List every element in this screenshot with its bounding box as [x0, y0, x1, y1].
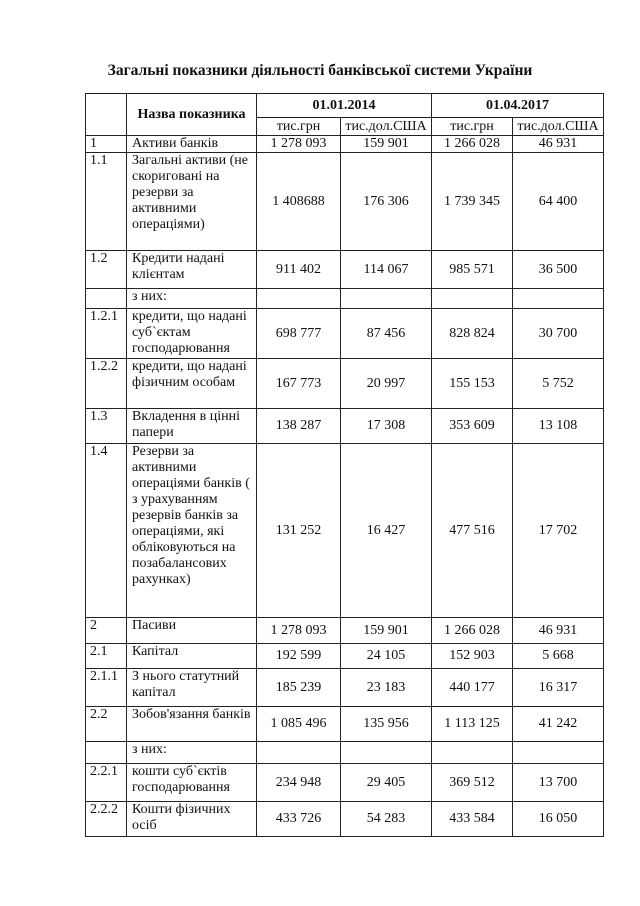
row-name: кредити, що надані фізичним особам — [127, 359, 257, 409]
unit-uah-1: тис.грн — [257, 118, 341, 136]
row-name: Кошти фізичних осіб — [127, 802, 257, 837]
value-usd-2014: 16 427 — [341, 444, 432, 618]
row-code: 1.2 — [86, 251, 127, 289]
value-uah-2014: 185 239 — [257, 669, 341, 707]
value-usd-2014: 20 997 — [341, 359, 432, 409]
value-uah-2017: 1 739 345 — [432, 153, 513, 251]
row-name: кредити, що надані суб`єктам господарювання — [127, 309, 257, 359]
row-name: Капітал — [127, 644, 257, 669]
value-usd-2014 — [341, 289, 432, 309]
value-usd-2014 — [341, 742, 432, 764]
table-row — [86, 409, 604, 444]
row-name: Вкладення в цінні папери — [127, 409, 257, 444]
row-name: Резерви за активними операціями банків ( з урахуванням резервів банків за операціями, які обліковуються на позабалансових рахунках) — [127, 444, 257, 618]
table-row — [86, 153, 604, 251]
row-code — [86, 742, 127, 764]
unit-usd-1: тис.дол.США — [341, 118, 432, 136]
table-row — [86, 669, 604, 707]
value-uah-2014: 192 599 — [257, 644, 341, 669]
value-uah-2014 — [257, 742, 341, 764]
header-code-cell — [86, 94, 127, 136]
row-name: З нього статутний капітал — [127, 669, 257, 707]
table-row — [86, 742, 604, 764]
value-uah-2017: 1 266 028 — [432, 618, 513, 644]
value-usd-2014: 87 456 — [341, 309, 432, 359]
row-code: 2.2.2 — [86, 802, 127, 837]
value-usd-2017: 5 668 — [513, 644, 604, 669]
value-uah-2014: 1 278 093 — [257, 618, 341, 644]
row-code: 2 — [86, 618, 127, 644]
value-uah-2017: 152 903 — [432, 644, 513, 669]
table-row — [86, 644, 604, 669]
value-uah-2017: 440 177 — [432, 669, 513, 707]
value-usd-2014: 159 901 — [341, 136, 432, 153]
value-usd-2017: 64 400 — [513, 153, 604, 251]
table-row — [86, 618, 604, 644]
value-usd-2017: 46 931 — [513, 618, 604, 644]
row-name: Загальні активи (не скориговані на резерви за активними операціями) — [127, 153, 257, 251]
header-row — [86, 94, 604, 118]
header-date1: 01.01.2014 — [257, 94, 432, 118]
value-usd-2017: 17 702 — [513, 444, 604, 618]
unit-uah-2: тис.грн — [432, 118, 513, 136]
value-usd-2017: 41 242 — [513, 707, 604, 742]
value-uah-2014: 131 252 — [257, 444, 341, 618]
table-row — [86, 707, 604, 742]
value-usd-2014: 24 105 — [341, 644, 432, 669]
value-usd-2014: 135 956 — [341, 707, 432, 742]
value-uah-2017 — [432, 742, 513, 764]
value-usd-2014: 29 405 — [341, 764, 432, 802]
value-uah-2014: 234 948 — [257, 764, 341, 802]
value-uah-2017: 985 571 — [432, 251, 513, 289]
table-row — [86, 309, 604, 359]
value-usd-2017: 46 931 — [513, 136, 604, 153]
row-name: Кредити надані клієнтам — [127, 251, 257, 289]
value-usd-2017: 13 700 — [513, 764, 604, 802]
value-usd-2017: 13 108 — [513, 409, 604, 444]
table-row — [86, 764, 604, 802]
value-uah-2017: 1 266 028 — [432, 136, 513, 153]
row-name: Зобов'язання банків — [127, 707, 257, 742]
unit-usd-2: тис.дол.США — [513, 118, 604, 136]
value-usd-2014: 159 901 — [341, 618, 432, 644]
value-uah-2014: 138 287 — [257, 409, 341, 444]
value-uah-2017: 155 153 — [432, 359, 513, 409]
table-row — [86, 289, 604, 309]
value-uah-2017 — [432, 289, 513, 309]
value-uah-2014: 1 408688 — [257, 153, 341, 251]
value-usd-2014: 54 283 — [341, 802, 432, 837]
row-code: 2.1.1 — [86, 669, 127, 707]
value-usd-2017 — [513, 289, 604, 309]
value-usd-2014: 23 183 — [341, 669, 432, 707]
value-usd-2017: 16 050 — [513, 802, 604, 837]
table-row — [86, 802, 604, 837]
row-code: 1 — [86, 136, 127, 153]
table-row — [86, 136, 604, 153]
row-name: з них: — [127, 742, 257, 764]
header-name-cell: Назва показника — [127, 94, 257, 136]
row-code: 1.3 — [86, 409, 127, 444]
value-uah-2017: 828 824 — [432, 309, 513, 359]
value-usd-2014: 17 308 — [341, 409, 432, 444]
row-code: 1.1 — [86, 153, 127, 251]
value-usd-2017 — [513, 742, 604, 764]
row-code: 1.2.2 — [86, 359, 127, 409]
indicators-table — [85, 93, 604, 837]
value-uah-2017: 477 516 — [432, 444, 513, 618]
value-usd-2014: 114 067 — [341, 251, 432, 289]
value-uah-2014: 698 777 — [257, 309, 341, 359]
value-uah-2017: 369 512 — [432, 764, 513, 802]
table-row — [86, 251, 604, 289]
row-code: 2.2 — [86, 707, 127, 742]
row-code: 1.2.1 — [86, 309, 127, 359]
row-code: 1.4 — [86, 444, 127, 618]
value-uah-2014: 911 402 — [257, 251, 341, 289]
value-usd-2014: 176 306 — [341, 153, 432, 251]
value-uah-2014: 1 085 496 — [257, 707, 341, 742]
table-row — [86, 359, 604, 409]
value-usd-2017: 30 700 — [513, 309, 604, 359]
page-title: Загальні показники діяльності банківської системи України — [107, 62, 533, 79]
row-code: 2.1 — [86, 644, 127, 669]
value-uah-2017: 353 609 — [432, 409, 513, 444]
value-uah-2014: 167 773 — [257, 359, 341, 409]
row-name: кошти суб`єктів господарювання — [127, 764, 257, 802]
value-uah-2017: 433 584 — [432, 802, 513, 837]
row-code — [86, 289, 127, 309]
value-usd-2017: 36 500 — [513, 251, 604, 289]
table-row — [86, 444, 604, 618]
value-usd-2017: 5 752 — [513, 359, 604, 409]
value-usd-2017: 16 317 — [513, 669, 604, 707]
row-code: 2.2.1 — [86, 764, 127, 802]
row-name: Активи банків — [127, 136, 257, 153]
value-uah-2017: 1 113 125 — [432, 707, 513, 742]
value-uah-2014: 1 278 093 — [257, 136, 341, 153]
value-uah-2014 — [257, 289, 341, 309]
row-name: з них: — [127, 289, 257, 309]
value-uah-2014: 433 726 — [257, 802, 341, 837]
header-date2: 01.04.2017 — [432, 94, 604, 118]
row-name: Пасиви — [127, 618, 257, 644]
